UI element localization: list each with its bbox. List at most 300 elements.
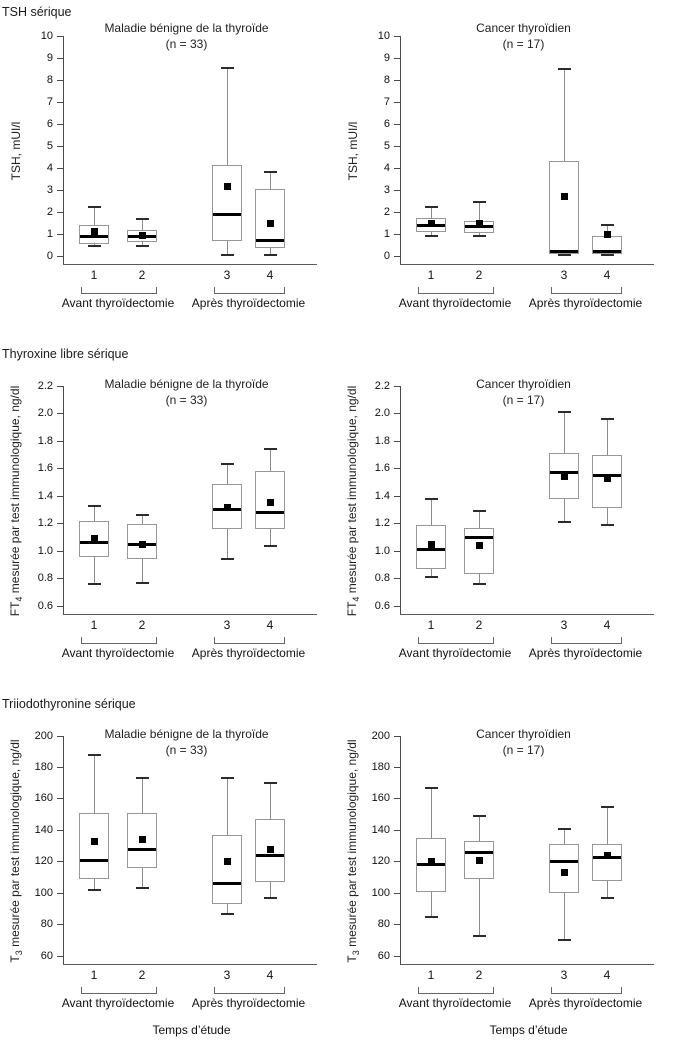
- x-axis-label: Temps d’étude: [489, 1023, 568, 1037]
- x-axis-area: [63, 965, 310, 1061]
- group-label: Après thyroïdectomie: [528, 296, 643, 310]
- y-tick-label: 4: [46, 161, 53, 174]
- whisker-cap-low: [221, 254, 234, 256]
- whisker-cap-low: [264, 254, 277, 256]
- boxplot-panel-ft4-cancer: [337, 362, 674, 692]
- y-tick-label: 1.0: [37, 544, 53, 557]
- median-line: [213, 882, 241, 885]
- section-ft4: [0, 346, 675, 692]
- whisker-cap-low: [558, 939, 571, 941]
- y-tick-mark: [57, 80, 63, 81]
- x-axis-area: [400, 965, 647, 1061]
- y-axis-label-post: mesurée par test immunologique, ng/dl: [7, 738, 22, 950]
- boxplot-panel-tsh-benign: [0, 20, 337, 342]
- y-tick-label: 1.2: [37, 517, 53, 529]
- y-tick-mark: [394, 551, 400, 552]
- x-tick-label: 2: [138, 268, 146, 282]
- group-bracket: [418, 287, 494, 294]
- group-bracket: [551, 637, 622, 644]
- mean-marker: [428, 541, 435, 548]
- x-tick-label: 3: [560, 268, 568, 282]
- median-line: [465, 851, 493, 854]
- y-tick-label: 0.8: [37, 572, 53, 584]
- section-t3: [0, 696, 675, 1042]
- y-tick-label: 1.8: [37, 434, 53, 447]
- y-tick-label: 9: [46, 51, 53, 64]
- box-iqr: [212, 165, 242, 241]
- whisker-cap-high: [425, 498, 438, 500]
- panel-title-line: Cancer thyroïdien: [476, 377, 571, 391]
- x-tick-label: 4: [266, 968, 274, 982]
- mean-marker: [561, 869, 568, 876]
- median-line: [80, 859, 108, 862]
- y-tick-label: 9: [383, 51, 390, 64]
- y-tick-label: 10: [40, 29, 53, 42]
- y-tick-label: 8: [46, 73, 53, 86]
- whisker-cap-low: [425, 576, 438, 578]
- whisker-cap-high: [473, 510, 486, 512]
- group-label: Avant thyroïdectomie: [61, 646, 175, 660]
- y-tick-mark: [394, 736, 400, 737]
- y-tick-mark: [394, 767, 400, 768]
- y-tick-label: 60: [377, 949, 390, 962]
- y-axis-line: [400, 386, 401, 615]
- y-tick-mark: [57, 256, 63, 257]
- whisker-cap-high: [221, 777, 234, 779]
- box-iqr: [592, 844, 622, 880]
- y-tick-mark: [394, 256, 400, 257]
- panel-title-line: Cancer thyroïdien: [476, 727, 571, 741]
- group-label: Après thyroïdectomie: [528, 996, 643, 1010]
- y-tick-mark: [394, 496, 400, 497]
- y-tick-label: 7: [383, 95, 390, 108]
- y-tick-mark: [57, 441, 63, 442]
- whisker-cap-high: [558, 68, 571, 70]
- y-tick-mark: [57, 124, 63, 125]
- mean-marker: [428, 858, 435, 865]
- y-tick-label: 1.8: [374, 434, 390, 447]
- whisker-cap-low: [558, 254, 571, 256]
- whisker-cap-high: [473, 201, 486, 203]
- y-tick-mark: [57, 924, 63, 925]
- y-tick-mark: [394, 441, 400, 442]
- section-title-tsh: TSH sérique: [2, 5, 72, 19]
- boxplot-panel-tsh-cancer: [337, 20, 674, 342]
- y-tick-label: 100: [34, 886, 53, 899]
- x-tick-label: 3: [223, 968, 231, 982]
- x-tick-label: 4: [603, 968, 611, 982]
- x-tick-label: 2: [475, 968, 483, 982]
- y-tick-label: 2.2: [37, 379, 53, 392]
- y-tick-label: 120: [34, 855, 53, 868]
- y-tick-mark: [57, 496, 63, 497]
- y-tick-mark: [57, 578, 63, 579]
- y-tick-mark: [57, 102, 63, 103]
- y-axis-label-pre: TSH: [346, 155, 360, 180]
- section-row: [0, 712, 675, 1042]
- y-tick-label: 1.4: [374, 489, 390, 502]
- mean-marker: [561, 473, 568, 480]
- mean-marker: [91, 535, 98, 542]
- whisker-cap-low: [221, 913, 234, 915]
- y-tick-label: 5: [383, 139, 390, 152]
- y-tick-mark: [57, 767, 63, 768]
- boxplot-panel-ft4-benign: [0, 362, 337, 692]
- x-tick-label: 2: [475, 268, 483, 282]
- y-tick-label: 120: [371, 855, 390, 868]
- mean-marker: [267, 499, 274, 506]
- y-tick-mark: [57, 523, 63, 524]
- whisker-cap-low: [473, 235, 486, 237]
- y-axis-line: [63, 36, 64, 265]
- y-axis-label-pre: T: [7, 954, 22, 963]
- whisker-cap-high: [136, 777, 149, 779]
- median-line: [550, 860, 578, 863]
- x-tick-label: 2: [138, 618, 146, 632]
- y-tick-mark: [57, 956, 63, 957]
- x-tick-label: 3: [560, 968, 568, 982]
- whisker-cap-low: [136, 582, 149, 584]
- group-bracket: [418, 637, 494, 644]
- y-axis-label-pre: FT: [344, 601, 359, 616]
- whisker-cap-low: [425, 235, 438, 237]
- whisker-cap-high: [601, 224, 614, 226]
- x-axis-label: Temps d’étude: [152, 1023, 231, 1037]
- section-row: [0, 362, 675, 692]
- whisker-cap-high: [136, 218, 149, 220]
- panel-n-label: (n = 33): [165, 743, 208, 757]
- median-line: [465, 536, 493, 539]
- y-axis-label-sub: 4: [14, 596, 25, 602]
- group-bracket: [214, 637, 285, 644]
- x-tick-label: 1: [90, 268, 98, 282]
- y-tick-mark: [394, 861, 400, 862]
- whisker-cap-low: [264, 545, 277, 547]
- y-tick-mark: [57, 736, 63, 737]
- y-tick-label: 3: [46, 183, 53, 196]
- group-bracket: [81, 287, 157, 294]
- x-tick-label: 3: [560, 618, 568, 632]
- mean-marker: [224, 858, 231, 865]
- y-tick-mark: [57, 893, 63, 894]
- whisker-cap-low: [88, 889, 101, 891]
- y-tick-label: 160: [371, 792, 390, 805]
- mean-marker: [428, 220, 435, 227]
- y-axis-label-post: , mUI/l: [346, 121, 360, 156]
- mean-marker: [267, 846, 274, 853]
- y-tick-mark: [57, 190, 63, 191]
- whisker-cap-high: [221, 463, 234, 465]
- whisker-cap-high: [473, 815, 486, 817]
- y-tick-label: 0.6: [374, 599, 390, 612]
- whisker-cap-low: [558, 521, 571, 523]
- x-tick-label: 1: [427, 268, 435, 282]
- y-tick-label: 2.0: [37, 407, 53, 419]
- whisker-cap-low: [473, 935, 486, 937]
- whisker-cap-high: [264, 448, 277, 450]
- whisker-cap-high: [88, 505, 101, 507]
- mean-marker: [604, 231, 611, 238]
- section-title-ft4: Thyroxine libre sérique: [2, 347, 129, 361]
- y-tick-mark: [394, 168, 400, 169]
- median-line: [256, 854, 284, 857]
- group-label: Après thyroïdectomie: [191, 296, 306, 310]
- group-bracket: [214, 287, 285, 294]
- y-axis-line: [63, 386, 64, 615]
- group-label: Avant thyroïdectomie: [398, 296, 512, 310]
- median-line: [256, 511, 284, 514]
- y-tick-mark: [57, 212, 63, 213]
- y-tick-mark: [57, 468, 63, 469]
- y-tick-mark: [57, 168, 63, 169]
- y-axis-label-sub: 3: [351, 949, 362, 955]
- group-label: Après thyroïdectomie: [528, 646, 643, 660]
- mean-marker: [476, 857, 483, 864]
- panel-title-line: Maladie bénigne de la thyroïde: [104, 727, 269, 741]
- y-tick-label: 1.0: [374, 544, 390, 557]
- y-axis-label-pre: T: [344, 954, 359, 963]
- y-tick-label: 4: [383, 161, 390, 174]
- mean-marker: [139, 836, 146, 843]
- y-tick-mark: [57, 386, 63, 387]
- whisker-cap-low: [264, 897, 277, 899]
- whisker-cap-high: [221, 67, 234, 69]
- y-tick-mark: [394, 212, 400, 213]
- whisker-cap-high: [558, 411, 571, 413]
- y-tick-label: 200: [371, 729, 390, 742]
- x-tick-label: 2: [475, 618, 483, 632]
- y-tick-mark: [57, 606, 63, 607]
- mean-marker: [561, 193, 568, 200]
- median-line: [213, 213, 241, 216]
- y-axis-label-post: , mUI/l: [9, 121, 23, 156]
- panel-n-label: (n = 17): [502, 743, 545, 757]
- x-tick-label: 4: [266, 618, 274, 632]
- y-axis-label-pre: TSH: [9, 155, 23, 180]
- group-bracket: [214, 987, 285, 994]
- y-tick-label: 1.2: [374, 517, 390, 529]
- group-bracket: [551, 287, 622, 294]
- group-label: Après thyroïdectomie: [191, 646, 306, 660]
- x-tick-label: 1: [90, 618, 98, 632]
- y-tick-label: 1.4: [37, 489, 53, 502]
- y-tick-mark: [394, 80, 400, 81]
- y-tick-mark: [394, 36, 400, 37]
- group-bracket: [81, 987, 157, 994]
- y-tick-label: 0.6: [37, 599, 53, 612]
- panel-n-label: (n = 33): [165, 393, 208, 407]
- whisker-cap-high: [264, 171, 277, 173]
- x-tick-label: 1: [427, 618, 435, 632]
- x-tick-label: 4: [603, 268, 611, 282]
- whisker-cap-low: [473, 583, 486, 585]
- panel-n-label: (n = 33): [165, 37, 208, 51]
- y-tick-mark: [394, 234, 400, 235]
- y-tick-mark: [394, 578, 400, 579]
- y-tick-mark: [394, 124, 400, 125]
- y-tick-label: 180: [371, 760, 390, 773]
- y-tick-mark: [394, 893, 400, 894]
- mean-marker: [604, 852, 611, 859]
- box-iqr: [79, 813, 109, 879]
- plot-area: [377, 29, 647, 265]
- y-tick-label: 8: [383, 73, 390, 86]
- y-tick-mark: [394, 924, 400, 925]
- group-label: Avant thyroïdectomie: [398, 996, 512, 1010]
- mean-marker: [476, 542, 483, 549]
- y-tick-mark: [57, 58, 63, 59]
- panel-n-label: (n = 17): [502, 393, 545, 407]
- group-bracket: [81, 637, 157, 644]
- y-axis-label-pre: FT: [7, 601, 22, 616]
- y-tick-mark: [57, 146, 63, 147]
- boxplot-panel-t3-benign: [0, 712, 337, 1042]
- median-line: [593, 250, 621, 253]
- y-tick-mark: [57, 798, 63, 799]
- y-tick-mark: [57, 551, 63, 552]
- y-axis-line: [63, 736, 64, 965]
- y-tick-label: 1: [46, 227, 53, 240]
- y-tick-mark: [394, 58, 400, 59]
- y-tick-mark: [394, 798, 400, 799]
- whisker-cap-high: [88, 206, 101, 208]
- y-tick-mark: [394, 413, 400, 414]
- y-tick-label: 60: [40, 949, 53, 962]
- median-line: [417, 548, 445, 551]
- y-axis-label-post: mesurée par test immunologique, ng/dl: [344, 385, 359, 597]
- x-tick-label: 1: [90, 968, 98, 982]
- y-tick-label: 1.6: [374, 462, 390, 474]
- x-tick-label: 3: [223, 268, 231, 282]
- mean-marker: [224, 183, 231, 190]
- whisker-cap-low: [601, 897, 614, 899]
- whisker-cap-low: [425, 916, 438, 918]
- y-tick-mark: [394, 190, 400, 191]
- panel-title-line: Cancer thyroïdien: [476, 21, 571, 35]
- panel-title-line: Maladie bénigne de la thyroïde: [104, 377, 269, 391]
- whisker-cap-high: [558, 828, 571, 830]
- section-title-t3: Triiodothyronine sérique: [2, 697, 136, 711]
- whisker-cap-low: [601, 254, 614, 256]
- mean-marker: [139, 541, 146, 548]
- whisker-cap-low: [88, 583, 101, 585]
- y-axis-label-post: mesurée par test immunologique, ng/dl: [7, 385, 22, 597]
- whisker-cap-low: [88, 245, 101, 247]
- y-tick-label: 160: [34, 792, 53, 805]
- whisker-cap-low: [601, 524, 614, 526]
- y-tick-label: 2: [46, 205, 53, 218]
- y-tick-label: 7: [46, 95, 53, 108]
- y-tick-mark: [57, 36, 63, 37]
- y-axis-label-sub: 4: [351, 596, 362, 602]
- group-label: Avant thyroïdectomie: [398, 646, 512, 660]
- x-tick-label: 2: [138, 968, 146, 982]
- boxplot-panel-t3-cancer: [337, 712, 674, 1042]
- y-tick-mark: [394, 386, 400, 387]
- y-tick-mark: [394, 956, 400, 957]
- x-tick-label: 3: [223, 618, 231, 632]
- group-bracket: [551, 987, 622, 994]
- y-tick-label: 100: [371, 886, 390, 899]
- y-tick-mark: [394, 468, 400, 469]
- mean-marker: [604, 475, 611, 482]
- x-tick-label: 4: [603, 618, 611, 632]
- whisker-cap-high: [88, 754, 101, 756]
- plot-area: [40, 29, 310, 265]
- y-tick-label: 140: [34, 823, 53, 836]
- y-tick-mark: [394, 146, 400, 147]
- section-tsh: [0, 4, 675, 342]
- whisker-cap-high: [425, 787, 438, 789]
- y-tick-label: 80: [40, 918, 53, 931]
- whisker-cap-high: [601, 418, 614, 420]
- y-tick-label: 180: [34, 760, 53, 773]
- box-iqr: [212, 835, 242, 904]
- whisker-cap-low: [136, 245, 149, 247]
- panel-title-line: Maladie bénigne de la thyroïde: [104, 21, 269, 35]
- y-tick-mark: [394, 830, 400, 831]
- y-axis-line: [400, 736, 401, 965]
- y-tick-label: 0: [46, 249, 53, 262]
- y-tick-label: 200: [34, 729, 53, 742]
- group-label: Avant thyroïdectomie: [61, 296, 175, 310]
- mean-marker: [267, 220, 274, 227]
- y-axis-label-sub: 3: [14, 949, 25, 955]
- whisker-cap-high: [136, 514, 149, 516]
- y-axis-line: [400, 36, 401, 265]
- y-tick-label: 1.6: [37, 462, 53, 474]
- group-label: Après thyroïdectomie: [191, 996, 306, 1010]
- median-line: [550, 250, 578, 253]
- section-row: [0, 20, 675, 342]
- mean-marker: [224, 504, 231, 511]
- y-tick-mark: [57, 830, 63, 831]
- y-tick-label: 0.8: [374, 572, 390, 584]
- y-axis-label-post: mesurée par test immunologique, ng/dl: [344, 738, 359, 950]
- y-tick-label: 3: [383, 183, 390, 196]
- group-bracket: [418, 987, 494, 994]
- y-tick-label: 2: [383, 205, 390, 218]
- figure-boxplots: [0, 4, 675, 1046]
- whisker-cap-high: [601, 806, 614, 808]
- y-tick-label: 0: [383, 249, 390, 262]
- y-tick-label: 10: [377, 29, 390, 42]
- y-tick-label: 2.0: [374, 407, 390, 419]
- group-label: Avant thyroïdectomie: [61, 996, 175, 1010]
- y-tick-label: 6: [383, 117, 390, 130]
- y-tick-label: 80: [377, 918, 390, 931]
- y-tick-mark: [394, 523, 400, 524]
- y-tick-label: 6: [46, 117, 53, 130]
- y-tick-label: 140: [371, 823, 390, 836]
- mean-marker: [476, 220, 483, 227]
- panel-n-label: (n = 17): [502, 37, 545, 51]
- y-tick-mark: [57, 861, 63, 862]
- x-tick-label: 1: [427, 968, 435, 982]
- y-tick-mark: [57, 413, 63, 414]
- mean-marker: [91, 228, 98, 235]
- mean-marker: [139, 232, 146, 239]
- whisker-cap-low: [221, 558, 234, 560]
- whisker-cap-high: [264, 782, 277, 784]
- mean-marker: [91, 838, 98, 845]
- median-line: [256, 239, 284, 242]
- y-tick-label: 2.2: [374, 379, 390, 392]
- y-tick-mark: [394, 606, 400, 607]
- y-tick-mark: [394, 102, 400, 103]
- y-tick-label: 5: [46, 139, 53, 152]
- y-tick-mark: [57, 234, 63, 235]
